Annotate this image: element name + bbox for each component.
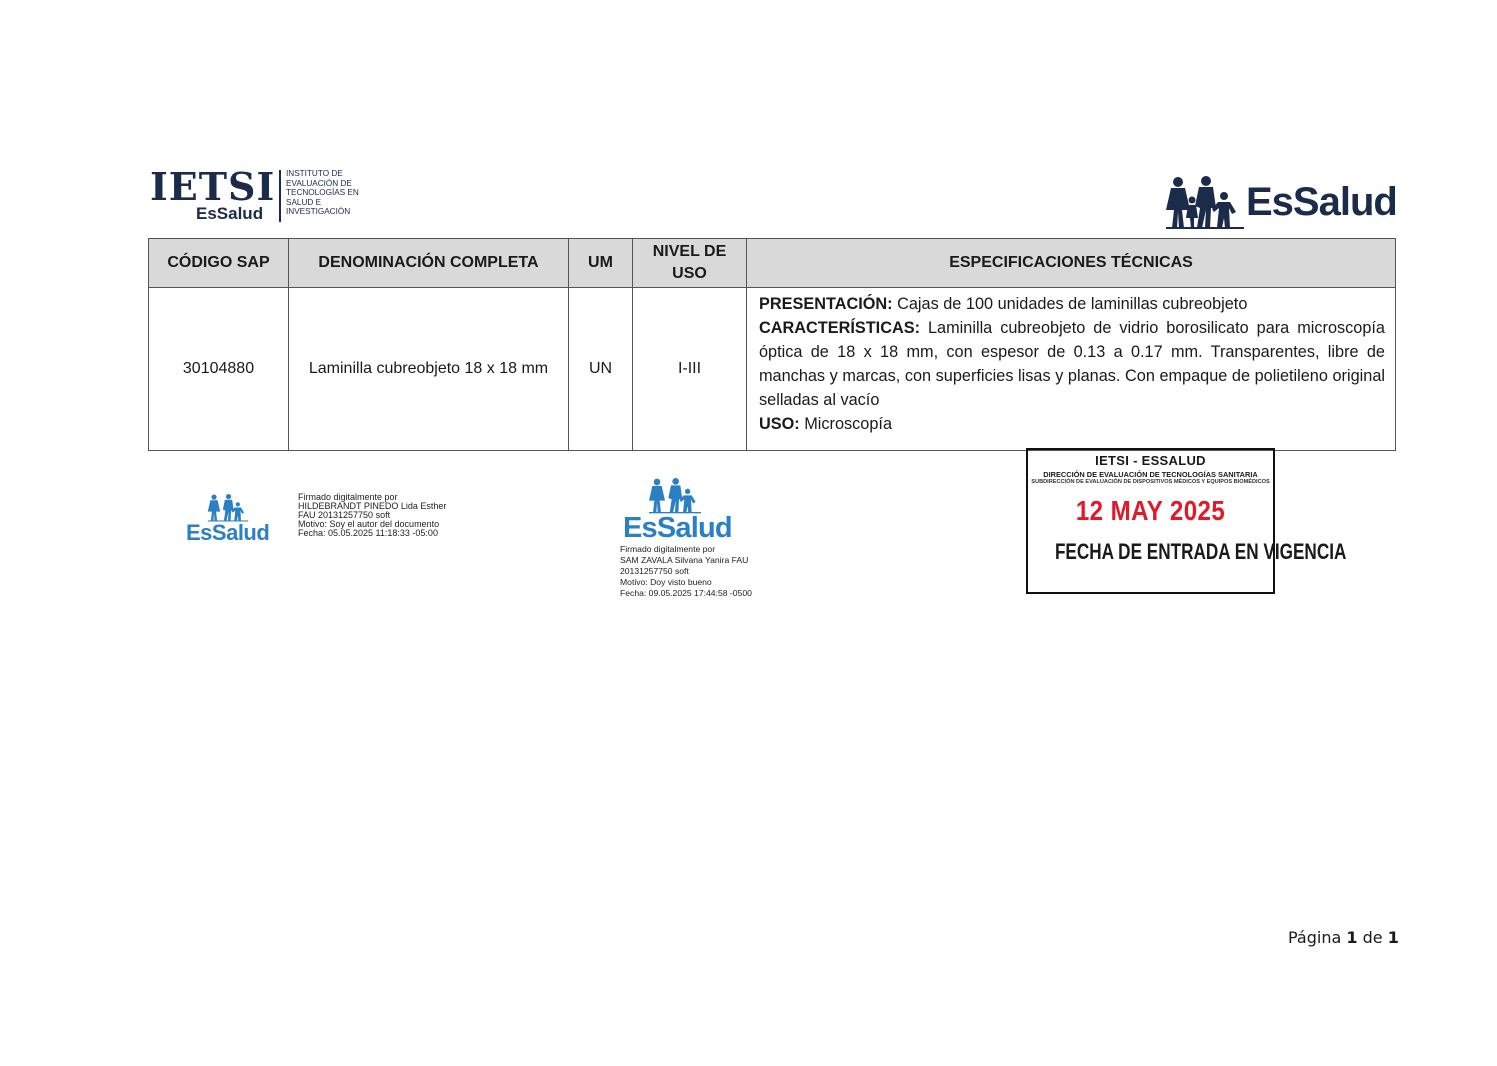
validity-stamp (1026, 448, 1347, 594)
ietsi-line: TECNOLOGÍAS EN (286, 188, 359, 198)
signature-line: SAM ZAVALA Silvana Yanira FAU (620, 555, 749, 565)
ietsi-logo-word: IETSI (150, 164, 276, 209)
signature-line: Firmado digitalmente por (298, 492, 398, 502)
cell-denominacion: Laminilla cubreobjeto 18 x 18 mm (289, 288, 569, 451)
page-number (1288, 928, 1399, 947)
ietsi-line: INVESTIGACIÓN (286, 207, 351, 217)
table-header-row (149, 239, 1396, 288)
caracteristicas-text: Laminilla cubreobjeto de vidrio borosilicato para microscopía óptica de 18 x 18 mm, con espesor de 0.13 a 0.17 mm. Transparentes, libre de manchas y marcas, con superficies lisas y planas. Con empaque de polietileno original selladas al vacío (759, 319, 1385, 409)
ietsi-logo-text (286, 169, 376, 217)
signature-line: Fecha: 05.05.2025 11:18:33 -05:00 (298, 528, 438, 538)
family-icon (1166, 176, 1244, 230)
signature-line: 20131257750 soft (620, 566, 689, 576)
spec-uso (759, 412, 1385, 436)
cell-nivel: I-III (633, 288, 747, 451)
ietsi-logo (150, 164, 370, 226)
signature-line: FAU 20131257750 soft (298, 510, 391, 520)
ietsi-logo-sub: EsSalud (196, 204, 264, 223)
header-codigo-sap: CÓDIGO SAP (149, 239, 289, 288)
cell-codigo: 30104880 (149, 288, 289, 451)
spec-caracteristicas (759, 316, 1385, 412)
signature-line: Firmado digitalmente por (620, 544, 716, 554)
signature-1-text (298, 493, 446, 538)
signature-1-logo-word: EsSalud (186, 520, 270, 545)
header-denominacion: DENOMINACIÓN COMPLETA (289, 239, 569, 288)
signature-line: Motivo: Soy el autor del documento (298, 519, 440, 529)
header-especificaciones: ESPECIFICACIONES TÉCNICAS (747, 239, 1396, 288)
family-icon (206, 494, 250, 522)
page-separator: de (1362, 928, 1383, 947)
signature-line: HILDEBRANDT PINEDO Lida Esther (298, 501, 447, 511)
presentacion-label: PRESENTACIÓN: (759, 295, 893, 313)
spec-table (148, 238, 1396, 451)
signature-2-logo (620, 478, 730, 548)
stamp-subdireccion: SUBDIRECCIÓN DE EVALUACIÓN DE DISPOSITIVOS MÉDICOS Y EQUIPOS BIOMÉDICOS (1031, 479, 1270, 485)
ietsi-logo-divider (279, 170, 281, 222)
signature-2-logo-word: EsSalud (623, 512, 732, 544)
spec-presentacion (759, 292, 1385, 316)
stamp-direccion: DIRECCIÓN DE EVALUACIÓN DE TECNOLOGÍAS SANITARIA (1043, 470, 1258, 479)
ietsi-line: EVALUACIÓN DE (286, 178, 352, 188)
essalud-logo (1166, 176, 1396, 230)
ietsi-line: SALUD E (286, 197, 322, 207)
header-um: UM (569, 239, 633, 288)
essalud-logo-word: EsSalud (1246, 180, 1397, 224)
header-nivel-uso: NIVEL DE USO (633, 239, 747, 288)
signature-1-logo (186, 494, 276, 550)
ietsi-line: INSTITUTO DE (286, 169, 343, 178)
signature-2-text (620, 544, 752, 599)
signature-line: Fecha: 09.05.2025 17:44:58 -0500 (620, 588, 752, 598)
stamp-date: 12 MAY 2025 (1075, 495, 1226, 526)
stamp-footer: FECHA DE ENTRADA EN VIGENCIA (1054, 539, 1347, 564)
page-current: 1 (1346, 928, 1358, 947)
table-row (149, 288, 1396, 451)
page-total: 1 (1387, 928, 1399, 947)
caracteristicas-label: CARACTERÍSTICAS: (759, 319, 920, 337)
signature-line: Motivo: Doy visto bueno (620, 577, 712, 587)
stamp-title: IETSI - ESSALUD (1095, 453, 1206, 468)
page-label: Página (1288, 928, 1342, 947)
cell-um: UN (569, 288, 633, 451)
uso-text: Microscopía (799, 415, 892, 433)
presentacion-text: Cajas de 100 unidades de laminillas cubreobjeto (892, 295, 1248, 313)
uso-label: USO: (759, 415, 800, 433)
cell-especificaciones (747, 288, 1396, 451)
family-icon (648, 478, 702, 514)
